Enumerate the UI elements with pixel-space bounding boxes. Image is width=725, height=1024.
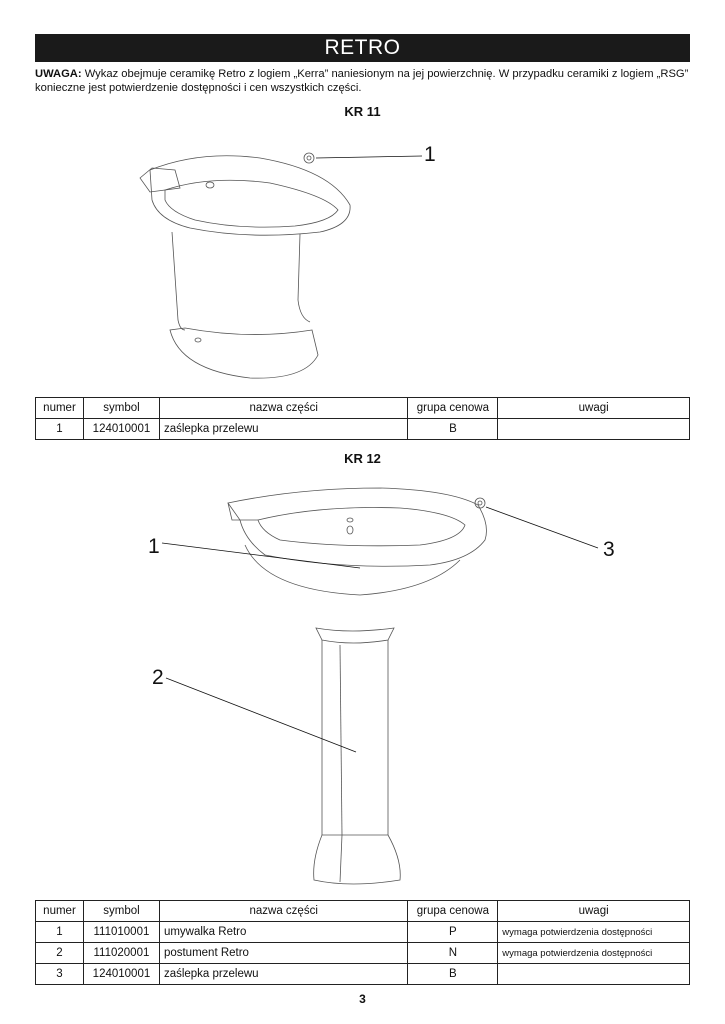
cell-numer: 3 <box>36 964 84 985</box>
col-header-numer: numer <box>36 901 84 922</box>
callout-kr12-2: 2 <box>152 666 164 689</box>
table-header-row <box>36 901 690 922</box>
table-row <box>36 419 690 440</box>
callout-kr12-1: 1 <box>148 535 160 558</box>
cell-grupa: B <box>408 964 498 985</box>
page-title: RETRO <box>35 34 690 62</box>
table-header-row <box>36 398 690 419</box>
table-row <box>36 922 690 943</box>
cell-nazwa: zaślepka przelewu <box>159 964 407 985</box>
cell-grupa: P <box>408 922 498 943</box>
cell-symbol: 124010001 <box>83 964 159 985</box>
cell-uwagi <box>498 964 690 985</box>
col-header-uwagi: uwagi <box>498 398 690 419</box>
cell-grupa: N <box>408 943 498 964</box>
col-header-numer: numer <box>36 398 84 419</box>
callout-kr11-1: 1 <box>424 143 436 166</box>
cell-uwagi: wymaga potwierdzenia dostępności <box>498 922 690 943</box>
cell-grupa: B <box>408 419 498 440</box>
cell-symbol: 111010001 <box>83 922 159 943</box>
cell-uwagi: wymaga potwierdzenia dostępności <box>498 943 690 964</box>
washbasin-pedestal-drawing <box>0 485 725 895</box>
cell-nazwa: umywalka Retro <box>159 922 407 943</box>
bidet-drawing <box>0 135 725 385</box>
note <box>35 67 695 95</box>
table-row <box>36 943 690 964</box>
parts-table-kr11 <box>35 397 690 440</box>
parts-table-kr12 <box>35 900 690 985</box>
col-header-symbol: symbol <box>83 901 159 922</box>
note-label: UWAGA: <box>35 68 82 80</box>
section-title-kr12: KR 12 <box>344 451 381 466</box>
cell-symbol: 111020001 <box>83 943 159 964</box>
col-header-nazwa: nazwa części <box>159 398 408 419</box>
table-row <box>36 964 690 985</box>
col-header-grupa: grupa cenowa <box>408 398 498 419</box>
cell-nazwa: zaślepka przelewu <box>159 419 408 440</box>
note-text: Wykaz obejmuje ceramikę Retro z logiem „Kerra” naniesionym na jej powierzchnię. W przypadku ceramiki z logiem „RSG” konieczne jest potwierdzenie dostępności i cen wszystkich części. <box>35 68 689 94</box>
cell-numer: 2 <box>36 943 84 964</box>
cell-uwagi <box>498 419 690 440</box>
page-number: 3 <box>359 992 366 1006</box>
cell-nazwa: postument Retro <box>159 943 407 964</box>
cell-symbol: 124010001 <box>83 419 159 440</box>
cell-numer: 1 <box>36 922 84 943</box>
col-header-uwagi: uwagi <box>498 901 690 922</box>
col-header-nazwa: nazwa części <box>159 901 407 922</box>
col-header-grupa: grupa cenowa <box>408 901 498 922</box>
cell-numer: 1 <box>36 419 84 440</box>
callout-kr12-3: 3 <box>603 538 615 561</box>
section-title-kr11: KR 11 <box>344 104 381 119</box>
col-header-symbol: symbol <box>83 398 159 419</box>
